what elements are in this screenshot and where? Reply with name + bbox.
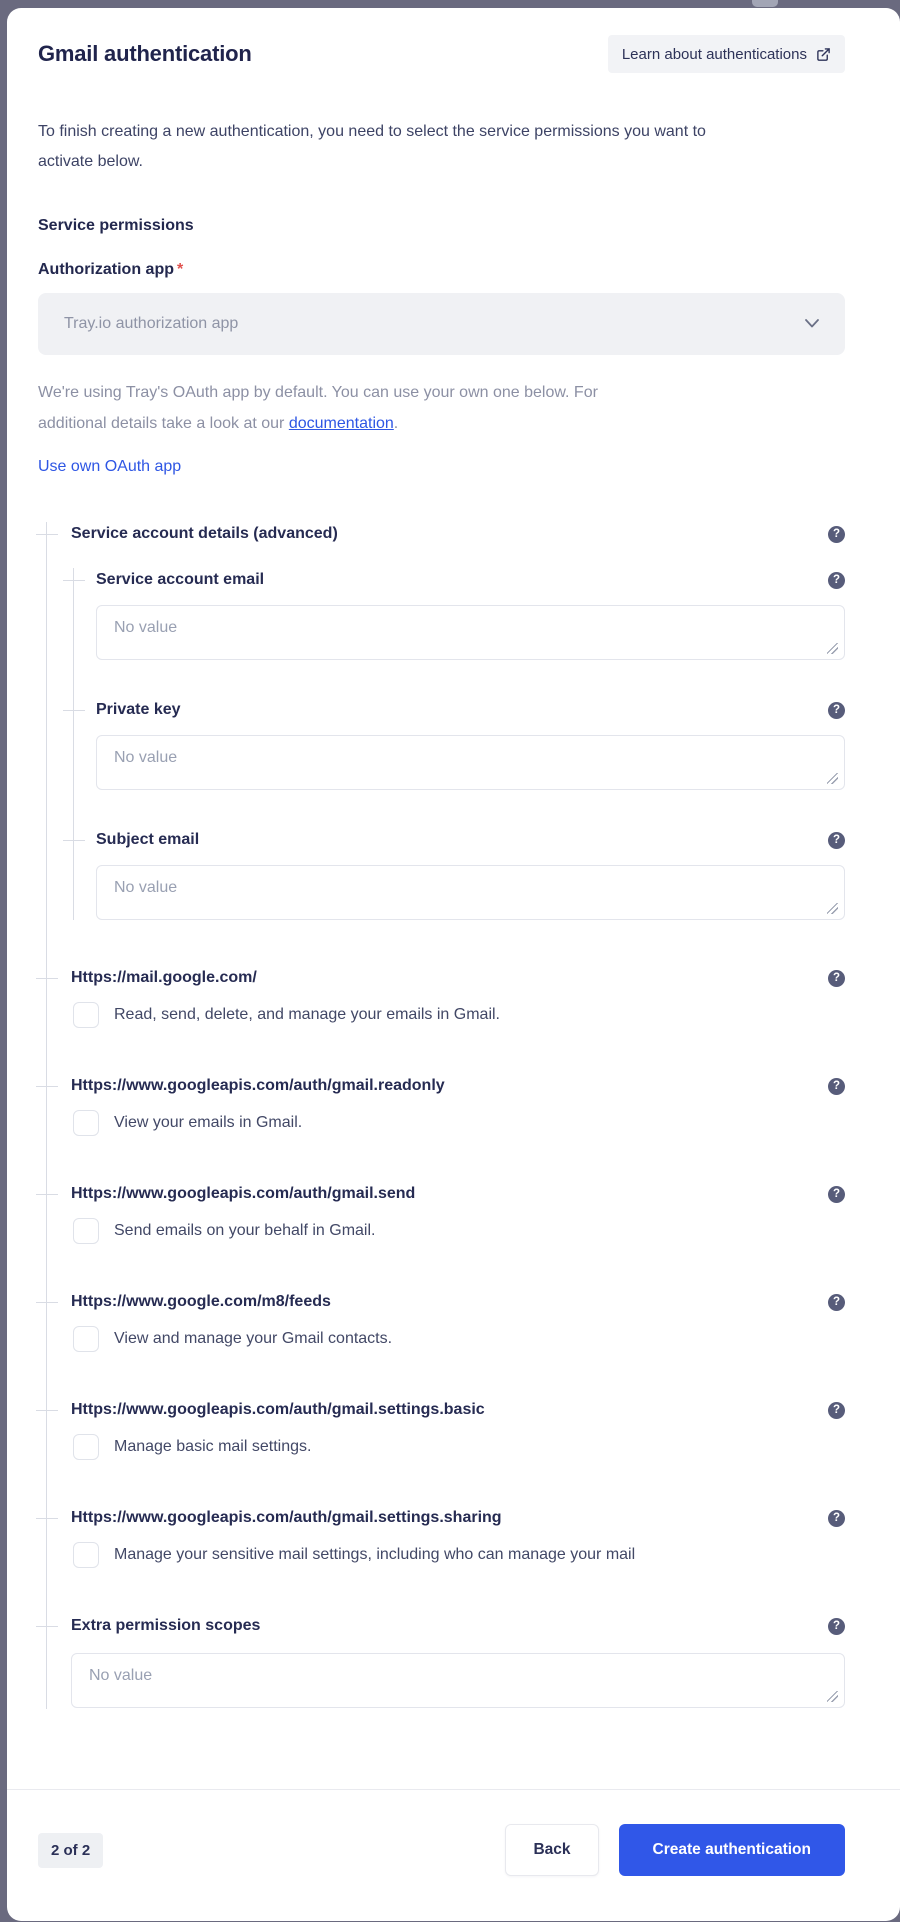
help-icon[interactable]: ? [828,572,845,589]
field-group-service-account-email [74,568,845,660]
help-icon[interactable]: ? [828,526,845,543]
scope-checkbox-row [73,1218,845,1244]
documentation-link[interactable]: documentation [288,415,394,432]
field-subject-email-textarea-wrap [74,865,845,920]
field-group-subject-email [74,828,845,920]
scope-checkbox-row [73,1110,845,1136]
scope-checkbox-https-www-googleapis-com-auth-gmail-send[interactable] [73,1218,99,1244]
scope-checkbox-https-mail-google-com[interactable] [73,1002,99,1028]
scope-description: Send emails on your behalf in Gmail. [114,1222,376,1239]
section-service-account-details-advanced-label: Service account details (advanced) [71,525,338,542]
create-authentication-button[interactable]: Create authentication [619,1824,845,1876]
section-service-account-details-advanced-row [47,522,845,546]
field-extra-permission-scopes-row [47,1614,845,1638]
scope-checkbox-https-www-googleapis-com-auth-gmail-sett[interactable] [73,1434,99,1460]
field-group-private-key [74,698,845,790]
authorization-app-select[interactable] [38,293,845,355]
step-indicator-badge: 2 of 2 [38,1833,103,1868]
scope-https-www-googleapis-com-auth-gmail-sett-label: Https://www.googleapis.com/auth/gmail.settings.basic [71,1401,485,1418]
field-extra-permission-scopes-textarea-wrap [47,1653,845,1708]
scope-https-mail-google-com-row [47,966,845,990]
scope-https-www-google-com-m8-feeds-row [47,1290,845,1314]
help-icon[interactable]: ? [828,1402,845,1419]
help-icon[interactable]: ? [828,970,845,987]
scope-https-www-google-com-m8-feeds-label: Https://www.google.com/m8/feeds [71,1293,331,1310]
oauth-default-note: We're using Tray's OAuth app by default. You can use your own one below. For additional details take a look at our documentation. [38,384,598,432]
field-private-key-row [74,698,845,722]
footer-actions [505,1824,845,1876]
external-link-icon [816,47,831,62]
scope-description: Manage your sensitive mail settings, including who can manage your mail [114,1546,636,1563]
learn-button-label: Learn about authentications [621,45,807,63]
use-own-oauth-app-link[interactable]: Use own OAuth app [38,458,182,475]
scope-checkbox-https-www-google-com-m8-feeds[interactable] [73,1326,99,1352]
chevron-down-icon [805,315,819,333]
scope-description: View and manage your Gmail contacts. [114,1330,393,1347]
intro-text: To finish creating a new authentication, you need to select the service permissions you want to activate below. [38,123,706,170]
scope-checkbox-row [73,1002,845,1028]
field-private-key-textarea[interactable] [96,735,845,790]
field-private-key-label: Private key [96,701,181,718]
service-permissions-heading: Service permissions [38,217,194,234]
dialog-footer [38,1824,845,1876]
scope-checkbox-https-www-googleapis-com-auth-gmail-read[interactable] [73,1110,99,1136]
help-icon[interactable]: ? [828,1510,845,1527]
learn-about-authentications-button[interactable] [608,35,845,73]
field-private-key-textarea-wrap [74,735,845,790]
help-icon[interactable]: ? [828,702,845,719]
authorization-app-label: Authorization app * [38,261,184,278]
scope-checkbox-https-www-googleapis-com-auth-gmail-sett[interactable] [73,1542,99,1568]
scope-https-www-googleapis-com-auth-gmail-read-row [47,1074,845,1098]
scope-https-www-googleapis-com-auth-gmail-send-row [47,1182,845,1206]
field-extra-permission-scopes-textarea[interactable] [71,1653,845,1708]
field-service-account-email-row [74,568,845,592]
field-service-account-email-label: Service account email [96,571,265,588]
dialog-header [38,35,845,73]
field-subject-email-row [74,828,845,852]
field-subject-email-label: Subject email [96,831,200,848]
help-icon[interactable]: ? [828,1186,845,1203]
back-button[interactable]: Back [505,1824,598,1876]
tree-bottom-pad [47,1708,845,1709]
footer-divider [7,1789,900,1790]
scope-checkbox-row [73,1542,845,1568]
section-children [73,568,845,920]
authentication-dialog [7,8,900,1921]
scope-checkbox-row [73,1434,845,1460]
background-window-fragment [752,0,778,7]
scope-checkbox-row [73,1326,845,1352]
help-icon[interactable]: ? [828,1294,845,1311]
scope-description: Manage basic mail settings. [114,1438,312,1455]
field-service-account-email-textarea[interactable] [96,605,845,660]
permissions-tree [46,522,845,1709]
help-icon[interactable]: ? [828,1618,845,1635]
field-service-account-email-textarea-wrap [74,605,845,660]
scope-https-www-googleapis-com-auth-gmail-send-label: Https://www.googleapis.com/auth/gmail.send [71,1185,416,1202]
scope-https-www-googleapis-com-auth-gmail-read-label: Https://www.googleapis.com/auth/gmail.readonly [71,1077,445,1094]
scope-https-www-googleapis-com-auth-gmail-sett-label: Https://www.googleapis.com/auth/gmail.settings.sharing [71,1509,502,1526]
authorization-app-selected-value: Tray.io authorization app [64,315,239,332]
scope-https-www-googleapis-com-auth-gmail-sett-row [47,1506,845,1530]
scope-https-mail-google-com-label: Https://mail.google.com/ [71,969,257,986]
scope-description: Read, send, delete, and manage your emails in Gmail. [114,1006,500,1023]
help-icon[interactable]: ? [828,832,845,849]
required-asterisk: * [176,261,184,278]
help-icon[interactable]: ? [828,1078,845,1095]
page-title: Gmail authentication [38,41,252,66]
field-subject-email-textarea[interactable] [96,865,845,920]
scope-description: View your emails in Gmail. [114,1114,303,1131]
field-extra-permission-scopes-label: Extra permission scopes [71,1617,261,1634]
scope-https-www-googleapis-com-auth-gmail-sett-row [47,1398,845,1422]
